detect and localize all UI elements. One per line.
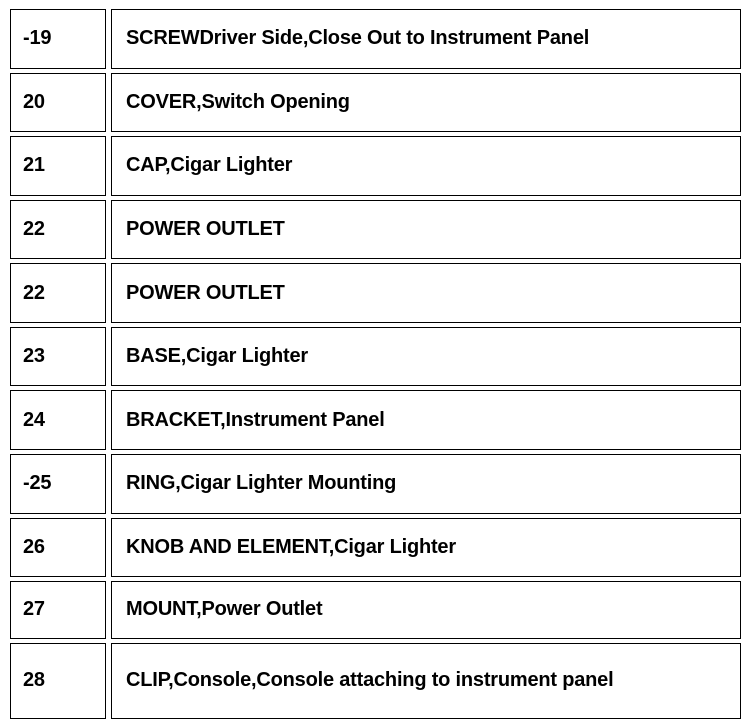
- table-row: [10, 136, 741, 196]
- part-description-cell: RING,Cigar Lighter Mounting: [111, 454, 741, 514]
- table-row: [10, 263, 741, 323]
- part-number-cell: 22: [10, 200, 106, 260]
- parts-table-body: [10, 9, 741, 719]
- part-description-cell: CLIP,Console,Console attaching to instrument panel: [111, 643, 741, 719]
- table-row: [10, 73, 741, 133]
- part-description-cell: MOUNT,Power Outlet: [111, 581, 741, 638]
- part-description-cell: COVER,Switch Opening: [111, 73, 741, 133]
- part-description-cell: SCREWDriver Side,Close Out to Instrument Panel: [111, 9, 741, 69]
- table-row: [10, 643, 741, 719]
- table-row: [10, 327, 741, 387]
- part-number-cell: 27: [10, 581, 106, 638]
- part-number-cell: 28: [10, 643, 106, 719]
- part-number-cell: 26: [10, 518, 106, 578]
- part-number-cell: 22: [10, 263, 106, 323]
- table-row: [10, 200, 741, 260]
- part-description-cell: POWER OUTLET: [111, 263, 741, 323]
- part-number-cell: -25: [10, 454, 106, 514]
- part-description-cell: KNOB AND ELEMENT,Cigar Lighter: [111, 518, 741, 578]
- part-description-cell: CAP,Cigar Lighter: [111, 136, 741, 196]
- part-description-cell: BASE,Cigar Lighter: [111, 327, 741, 387]
- table-row: [10, 390, 741, 450]
- table-row: [10, 518, 741, 578]
- part-number-cell: 20: [10, 73, 106, 133]
- part-number-cell: 23: [10, 327, 106, 387]
- part-description-cell: BRACKET,Instrument Panel: [111, 390, 741, 450]
- parts-table: [5, 5, 746, 723]
- part-number-cell: 24: [10, 390, 106, 450]
- table-row: [10, 581, 741, 638]
- part-number-cell: 21: [10, 136, 106, 196]
- table-row: [10, 454, 741, 514]
- part-number-cell: -19: [10, 9, 106, 69]
- part-description-cell: POWER OUTLET: [111, 200, 741, 260]
- table-row: [10, 9, 741, 69]
